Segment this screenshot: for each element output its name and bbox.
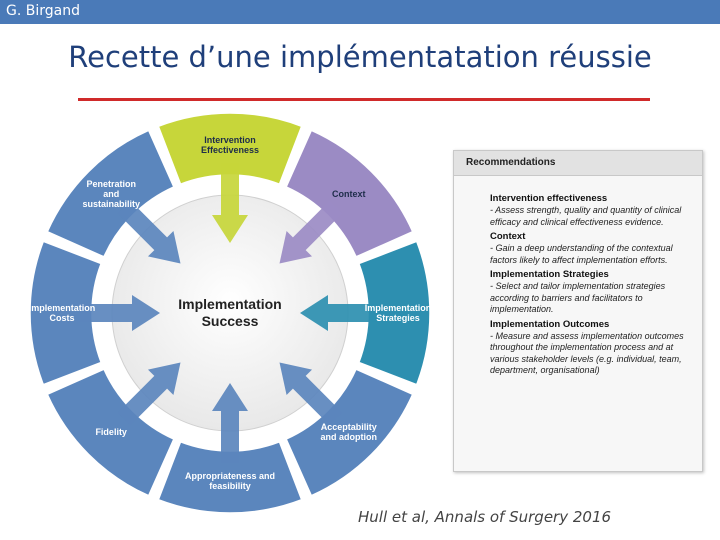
segment-label: and adoption — [320, 431, 378, 442]
recommendation-title: Implementation Outcomes — [490, 318, 610, 330]
center-label-line1: Implementation — [178, 296, 282, 312]
slide-title: Recette d’une implémentatation réussie — [68, 40, 652, 74]
center-label-line2: Success — [201, 313, 259, 329]
segment-label: feasibility — [209, 481, 251, 491]
recommendations-header-label: Recommendations — [466, 157, 556, 168]
segment-label: Penetration — [86, 179, 136, 190]
recommendation-item — [490, 269, 694, 316]
implementation-success-diagram — [25, 108, 445, 518]
citation: Hull et al, Annals of Surgery 2016 — [358, 508, 612, 526]
top-bar — [0, 0, 720, 24]
segment-label: sustainability — [82, 199, 140, 210]
recommendations-header — [454, 151, 702, 176]
recommendations-list — [490, 193, 694, 380]
recommendation-text: - Measure and assess implementation outcomes throughout the implementation process and at various stakeholder levels (e.g. individual, team, department, organisational) — [490, 330, 684, 375]
author-label: G. Birgand — [6, 3, 80, 19]
recommendation-text: - Assess strength, quality and quantity of clinical efficacy and clinical effectiveness evidence. — [490, 205, 682, 227]
recommendation-title: Context — [490, 231, 526, 242]
segment-label: Effectiveness — [200, 145, 260, 155]
segment-label: Acceptability — [320, 421, 377, 432]
recommendation-text: - Select and tailor implementation strategies according to barriers and facilitators to implementation. — [490, 281, 666, 314]
recommendations-panel — [453, 150, 703, 472]
segment-label: Appropriateness and — [184, 471, 276, 481]
segment-label: Context — [332, 189, 366, 200]
segment-label: Costs — [49, 313, 75, 323]
recommendation-text: - Gain a deep understanding of the contextual factors likely to affect implementation efforts. — [490, 243, 673, 265]
segment-label: and — [103, 189, 120, 200]
recommendation-title: Intervention effectiveness — [490, 193, 608, 204]
recommendation-item — [490, 231, 694, 266]
segment-label: Implementation — [28, 303, 96, 313]
segment-label: Implementation — [364, 303, 432, 313]
segment-label: Intervention — [204, 135, 256, 145]
segment-label: Strategies — [376, 313, 420, 323]
recommendation-item — [490, 193, 694, 228]
recommendation-title: Implementation Strategies — [490, 269, 609, 280]
recommendation-item — [490, 319, 694, 377]
segment-label: Fidelity — [95, 426, 127, 437]
title-underline — [78, 98, 650, 101]
